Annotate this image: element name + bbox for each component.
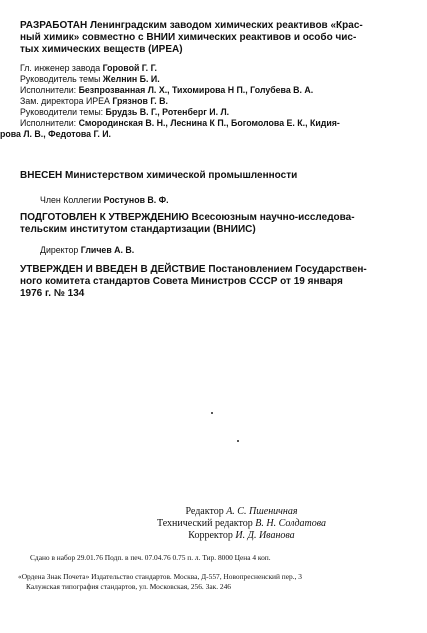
prepared-block [20, 212, 412, 236]
approved-block [20, 264, 412, 300]
developed-by-line3: тых химических веществ (ИРЕА) [20, 44, 183, 55]
staff-line [20, 107, 412, 118]
approved-line2: ного комитета стандартов Совета Министров СССР от 19 января [20, 276, 343, 287]
staff-role: Зам. директора ИРЕА [20, 96, 110, 106]
introduced-by-text: Министерством химической промышленности [62, 170, 298, 181]
staff-line-continued: рова Л. В., Федотова Г. И. [0, 129, 111, 139]
staff-list [0, 63, 412, 140]
member-line [20, 195, 427, 206]
introduced-by-lead: ВНЕСЕН [20, 170, 63, 181]
staff-line [20, 96, 412, 107]
introduced-by-block [20, 170, 412, 182]
editor-name: А. С. Пшеничная [226, 506, 298, 517]
staff-role: Исполнители: [20, 118, 77, 128]
approved-line3: 1976 г. № 134 [20, 288, 85, 299]
staff-names: Грязнов Г. В. [112, 96, 168, 106]
prepared-line2: тельским институтом стандартизации (ВНИИС) [20, 224, 256, 235]
staff-names: Желнин Б. И. [102, 74, 160, 84]
developed-by-block [20, 20, 412, 56]
imprint-line2: «Ордена Знак Почета» Издательство стандартов. Москва, Д-557, Новопресненский пер., 3 [18, 572, 302, 581]
staff-names: Брудзь В. Г., Ротенберг И. Л. [105, 107, 230, 117]
staff-role: Руководитель темы [20, 74, 101, 84]
editor-role: Редактор [185, 506, 224, 517]
director-line [20, 245, 427, 256]
imprint-block [20, 553, 412, 563]
editor-name: В. Н. Солдатова [255, 518, 326, 529]
approved-text: Постановлением Государствен- [205, 264, 367, 275]
developed-by-text: Ленинградским заводом химических реактивов «Крас- [87, 20, 363, 31]
approved-lead: УТВЕРЖДЕН И ВВЕДЕН В ДЕЙСТВИЕ [20, 264, 206, 275]
staff-line [20, 63, 412, 74]
staff-role: Исполнители: [20, 85, 77, 95]
prepared-text: Всесоюзным научно-исследова- [188, 212, 355, 223]
editor-role: Технический редактор [157, 518, 253, 529]
staff-role: Гл. инженер завода [20, 63, 101, 73]
director-name: Гличев А. В. [80, 245, 135, 255]
editor-line [0, 518, 427, 530]
imprint-line3: Калужская типография стандартов, ул. Московская, 256. Зак. 246 [26, 582, 231, 591]
member-role: Член Коллегии [40, 195, 102, 205]
staff-role: Руководители темы: [20, 107, 104, 117]
staff-line [20, 74, 412, 85]
editors-block [0, 506, 427, 542]
editor-line [0, 506, 427, 518]
editor-role: Корректор [188, 530, 233, 541]
staff-names: Горовой Г. Г. [102, 63, 157, 73]
prepared-lead: ПОДГОТОВЛЕН К УТВЕРЖДЕНИЮ [20, 212, 189, 223]
developed-by-lead: РАЗРАБОТАН [20, 20, 88, 31]
print-speck [211, 412, 213, 414]
editor-name: И. Д. Иванова [235, 530, 295, 541]
print-speck [237, 440, 239, 442]
imprint-publisher [18, 572, 414, 592]
editor-line [0, 530, 427, 542]
member-name: Ростунов В. Ф. [103, 195, 169, 205]
developed-by-line2: ный химик» совместно с ВНИИ химических реактивов и особо чис- [20, 32, 357, 43]
staff-line [20, 85, 412, 96]
director-role: Директор [40, 245, 79, 255]
imprint-line1: Сдано в набор 29.01.76 Подп. в печ. 07.04.76 0.75 п. л. Тир. 8000 Цена 4 коп. [30, 553, 271, 562]
staff-names: Безпрозванная Л. Х., Тихомирова Н П., Голубева В. А. [78, 85, 314, 95]
staff-line [20, 118, 412, 129]
staff-names: Смородинская В. Н., Леснина К П., Богомолова Е. К., Кидия- [78, 118, 340, 128]
